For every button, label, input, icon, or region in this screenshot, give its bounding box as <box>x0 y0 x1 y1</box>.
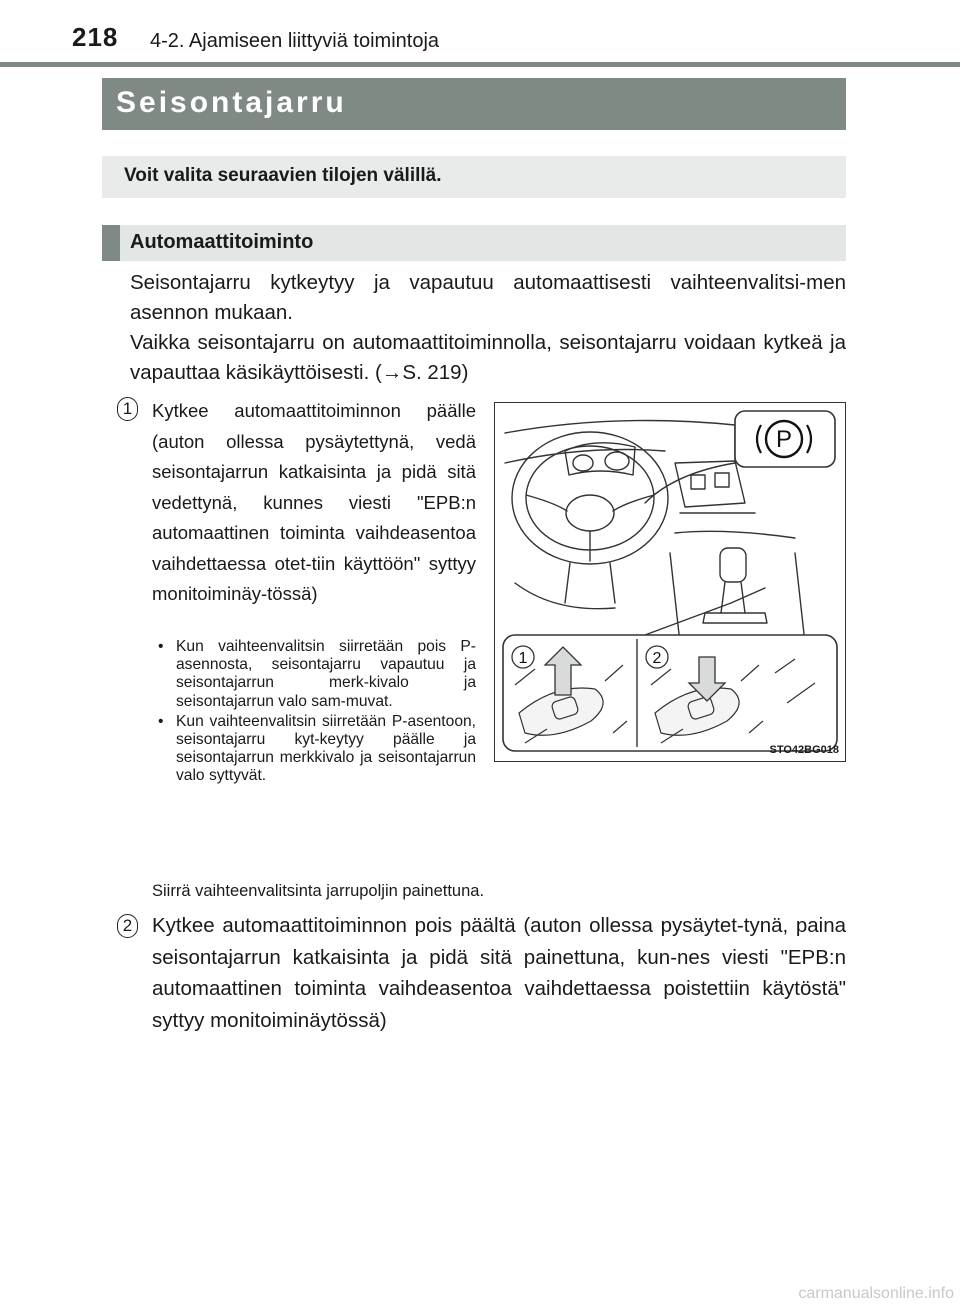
bullet-text: Kun vaihteenvalitsin siirretään P-asentoon, seisontajarru kyt-keytyy päälle ja seisontajarrun merkkivalo ja seisontajarrun valo syttyvät. <box>176 712 476 785</box>
chapter-heading: 4-2. Ajamiseen liittyviä toimintoja <box>150 30 440 52</box>
bullet-mark: • <box>158 638 164 655</box>
item-number-1: 1 <box>117 397 138 421</box>
section-heading: Automaattitoiminto <box>130 231 314 253</box>
item-1-text: Kytkee automaattitoiminnon päälle (auton ollessa pysäytettynä, vedä seisontajarrun katkaisinta ja pidä sitä vedettynä, kunnes viesti "EPB:n automaattinen toiminta vaihdeasentoa vaihdettaessa otet-tiin käyttöön" syttyy monitoiminäy-tössä) <box>152 400 476 604</box>
item-2-text: Kytkee automaattitoiminnon pois päältä (auton ollessa pysäytet-tynä, paina seisontajarrun katkaisinta ja pidä sitä painettuna, kun-nes viesti "EPB:n automaattinen toiminta vaihdeasentoa vaihdettaessa poistettiin käytöstä" syttyy monitoiminäytössä) <box>152 914 846 1032</box>
page-number: 218 <box>72 22 119 52</box>
illustration-drawing <box>495 403 845 761</box>
intro-box <box>102 156 846 198</box>
bullet-item <box>158 713 476 786</box>
bullet-mark: • <box>158 712 164 730</box>
p-button-callout <box>735 411 835 467</box>
header-rule <box>0 62 960 67</box>
bullet-list <box>158 638 476 788</box>
section-paragraph-1: Seisontajarru kytkeytyy ja vapautuu automaattisesti vaihteenvalitsi-men asennon mukaan. <box>130 271 846 324</box>
watermark: carmanualsonline.info <box>798 1285 954 1302</box>
bullet-text: Kun vaihteenvalitsin siirretään pois P-asennosta, seisontajarru vapautuu ja seisontajarrun merk-kivalo ja seisontajarrun valo sam-muvat. <box>176 638 476 710</box>
p-symbol: P <box>775 426 793 453</box>
section-heading-bar <box>102 225 846 261</box>
figure-code: STO42BG018 <box>769 744 839 756</box>
page-title: Seisontajarru <box>116 86 347 119</box>
item-number-2: 2 <box>117 914 138 938</box>
title-bar <box>102 78 846 130</box>
section-paragraph-2: Vaikka seisontajarru on automaattitoiminnolla, seisontajarru voidaan kytkeä ja vapauttaa käsikäyttöisesti. (→S. 219) <box>130 331 846 384</box>
callout-2: 2 <box>652 650 662 667</box>
parking-brake-illustration <box>494 402 846 762</box>
bullet-item <box>158 638 476 711</box>
note-text: Siirrä vaihteenvalitsinta jarrupoljin painettuna. <box>152 882 485 900</box>
intro-text: Voit valita seuraavien tilojen välillä. <box>124 165 442 186</box>
callout-1: 1 <box>518 650 528 667</box>
